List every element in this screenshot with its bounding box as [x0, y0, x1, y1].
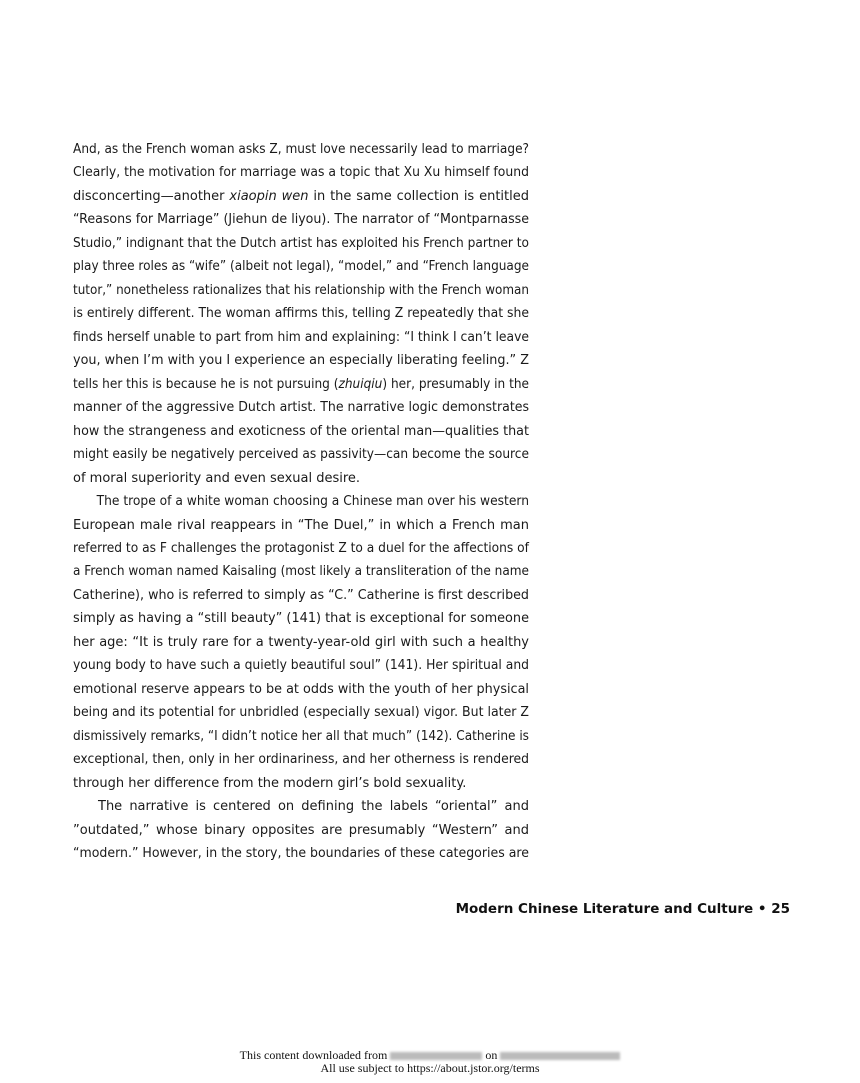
italic-term: xiaopin wen [229, 188, 309, 204]
text-line [73, 725, 529, 748]
text-segment: tells her this is because he is not pursuing ( [73, 376, 339, 392]
download-text: This content downloaded from [239, 1048, 388, 1062]
text-line [73, 584, 529, 607]
text-line [73, 748, 529, 771]
text-segment: might easily be negatively perceived as passivity—can become the source [73, 447, 529, 463]
text-segment: Catherine), who is referred to simply as “C.” Catherine is first described [73, 587, 529, 603]
text-line [73, 302, 529, 325]
text-segment: The narrative is centered on defining the labels “oriental” and [98, 799, 529, 815]
terms-link[interactable]: All use subject to https://about.jstor.org/terms [320, 1061, 540, 1075]
text-line [73, 678, 529, 701]
text-line [73, 490, 529, 513]
text-segment: exceptional, then, only in her ordinariness, and her otherness is rendered [73, 752, 529, 768]
paragraph [73, 795, 529, 865]
text-segment: manner of the aggressive Dutch artist. The narrative logic demonstrates [73, 400, 529, 416]
text-segment: play three roles as “wife” (albeit not legal), “model,” and “French language [73, 259, 529, 275]
footer-separator: • [757, 901, 767, 917]
journal-title: Modern Chinese Literature and Culture [455, 901, 754, 917]
paragraph [73, 138, 529, 490]
text-segment: her age: “It is truly rare for a twenty-year-old girl with such a healthy [73, 634, 529, 650]
text-segment: is entirely different. The woman affirms this, telling Z repeatedly that she [73, 306, 529, 322]
text-segment: being and its potential for unbridled (especially sexual) vigor. But later Z [73, 705, 529, 721]
text-line [73, 138, 529, 161]
text-segment: of moral superiority and even sexual desire. [73, 470, 361, 486]
text-segment: emotional reserve appears to be at odds with the youth of her physical [73, 681, 529, 697]
text-line [73, 279, 529, 302]
text-line [73, 396, 529, 419]
text-segment: young body to have such a quietly beautiful soul” (141). Her spiritual and [73, 658, 529, 674]
text-segment: in the same collection is entitled [308, 188, 529, 204]
jstor-terms [0, 1062, 860, 1075]
text-line [73, 232, 529, 255]
text-segment: dismissively remarks, “I didn’t notice her all that much” (142). Catherine is [73, 728, 529, 744]
text-segment: ) her, presumably in the [382, 376, 529, 392]
text-line [73, 772, 529, 795]
text-line [73, 842, 529, 865]
text-line [73, 654, 529, 677]
text-line [73, 631, 529, 654]
text-line [73, 255, 529, 278]
body-text [73, 138, 529, 866]
text-segment: simply as having a “still beauty” (141) that is exceptional for someone [73, 611, 529, 627]
text-segment: how the strangeness and exoticness of the oriental man—qualities that [73, 423, 529, 439]
text-segment: Studio,” indignant that the Dutch artist has exploited his French partner to [73, 235, 529, 251]
text-segment: “modern.” However, in the story, the boundaries of these categories are [73, 846, 529, 862]
text-line [73, 443, 529, 466]
text-line [73, 819, 529, 842]
text-line [73, 326, 529, 349]
text-line [73, 208, 529, 231]
paragraph [73, 490, 529, 795]
text-segment: disconcerting—another [73, 188, 230, 204]
text-segment: through her difference from the modern girl’s bold sexuality. [73, 775, 467, 791]
text-line [73, 701, 529, 724]
page-number: 25 [771, 901, 790, 917]
text-segment: Clearly, the motivation for marriage was a topic that Xu Xu himself found [73, 165, 529, 181]
text-segment: “Reasons for Marriage” (Jiehun de liyou). The narrator of “Montparnasse [73, 212, 529, 228]
running-footer [456, 901, 790, 917]
text-segment: And, as the French woman asks Z, must love necessarily lead to marriage? [73, 142, 529, 157]
text-line [73, 560, 529, 583]
text-line [73, 420, 529, 443]
text-line [73, 161, 529, 184]
text-segment: ”outdated,” whose binary opposites are presumably “Western” and [73, 822, 529, 838]
on-text: on [485, 1048, 498, 1062]
text-line [73, 185, 529, 208]
redacted-ip [390, 1052, 482, 1060]
text-segment: The trope of a white woman choosing a Chinese man over his western [96, 494, 529, 510]
text-line [73, 373, 529, 396]
redacted-timestamp [500, 1052, 620, 1060]
text-line [73, 349, 529, 372]
text-line [73, 607, 529, 630]
text-segment: you, when I’m with you I experience an especially liberating feeling.” Z [73, 353, 529, 369]
italic-term: zhuiqiu [338, 376, 383, 392]
text-line [73, 514, 529, 537]
text-line [73, 537, 529, 560]
text-line [73, 795, 529, 818]
text-segment: finds herself unable to part from him and explaining: “I think I can’t leave [73, 329, 529, 345]
text-segment: a French woman named Kaisaling (most likely a transliteration of the name [73, 564, 529, 580]
text-segment: tutor,” nonetheless rationalizes that his relationship with the French woman [73, 282, 529, 298]
text-line [73, 467, 529, 490]
text-segment: European male rival reappears in “The Duel,” in which a French man [73, 517, 529, 533]
text-segment: referred to as F challenges the protagonist Z to a duel for the affections of [73, 540, 529, 556]
